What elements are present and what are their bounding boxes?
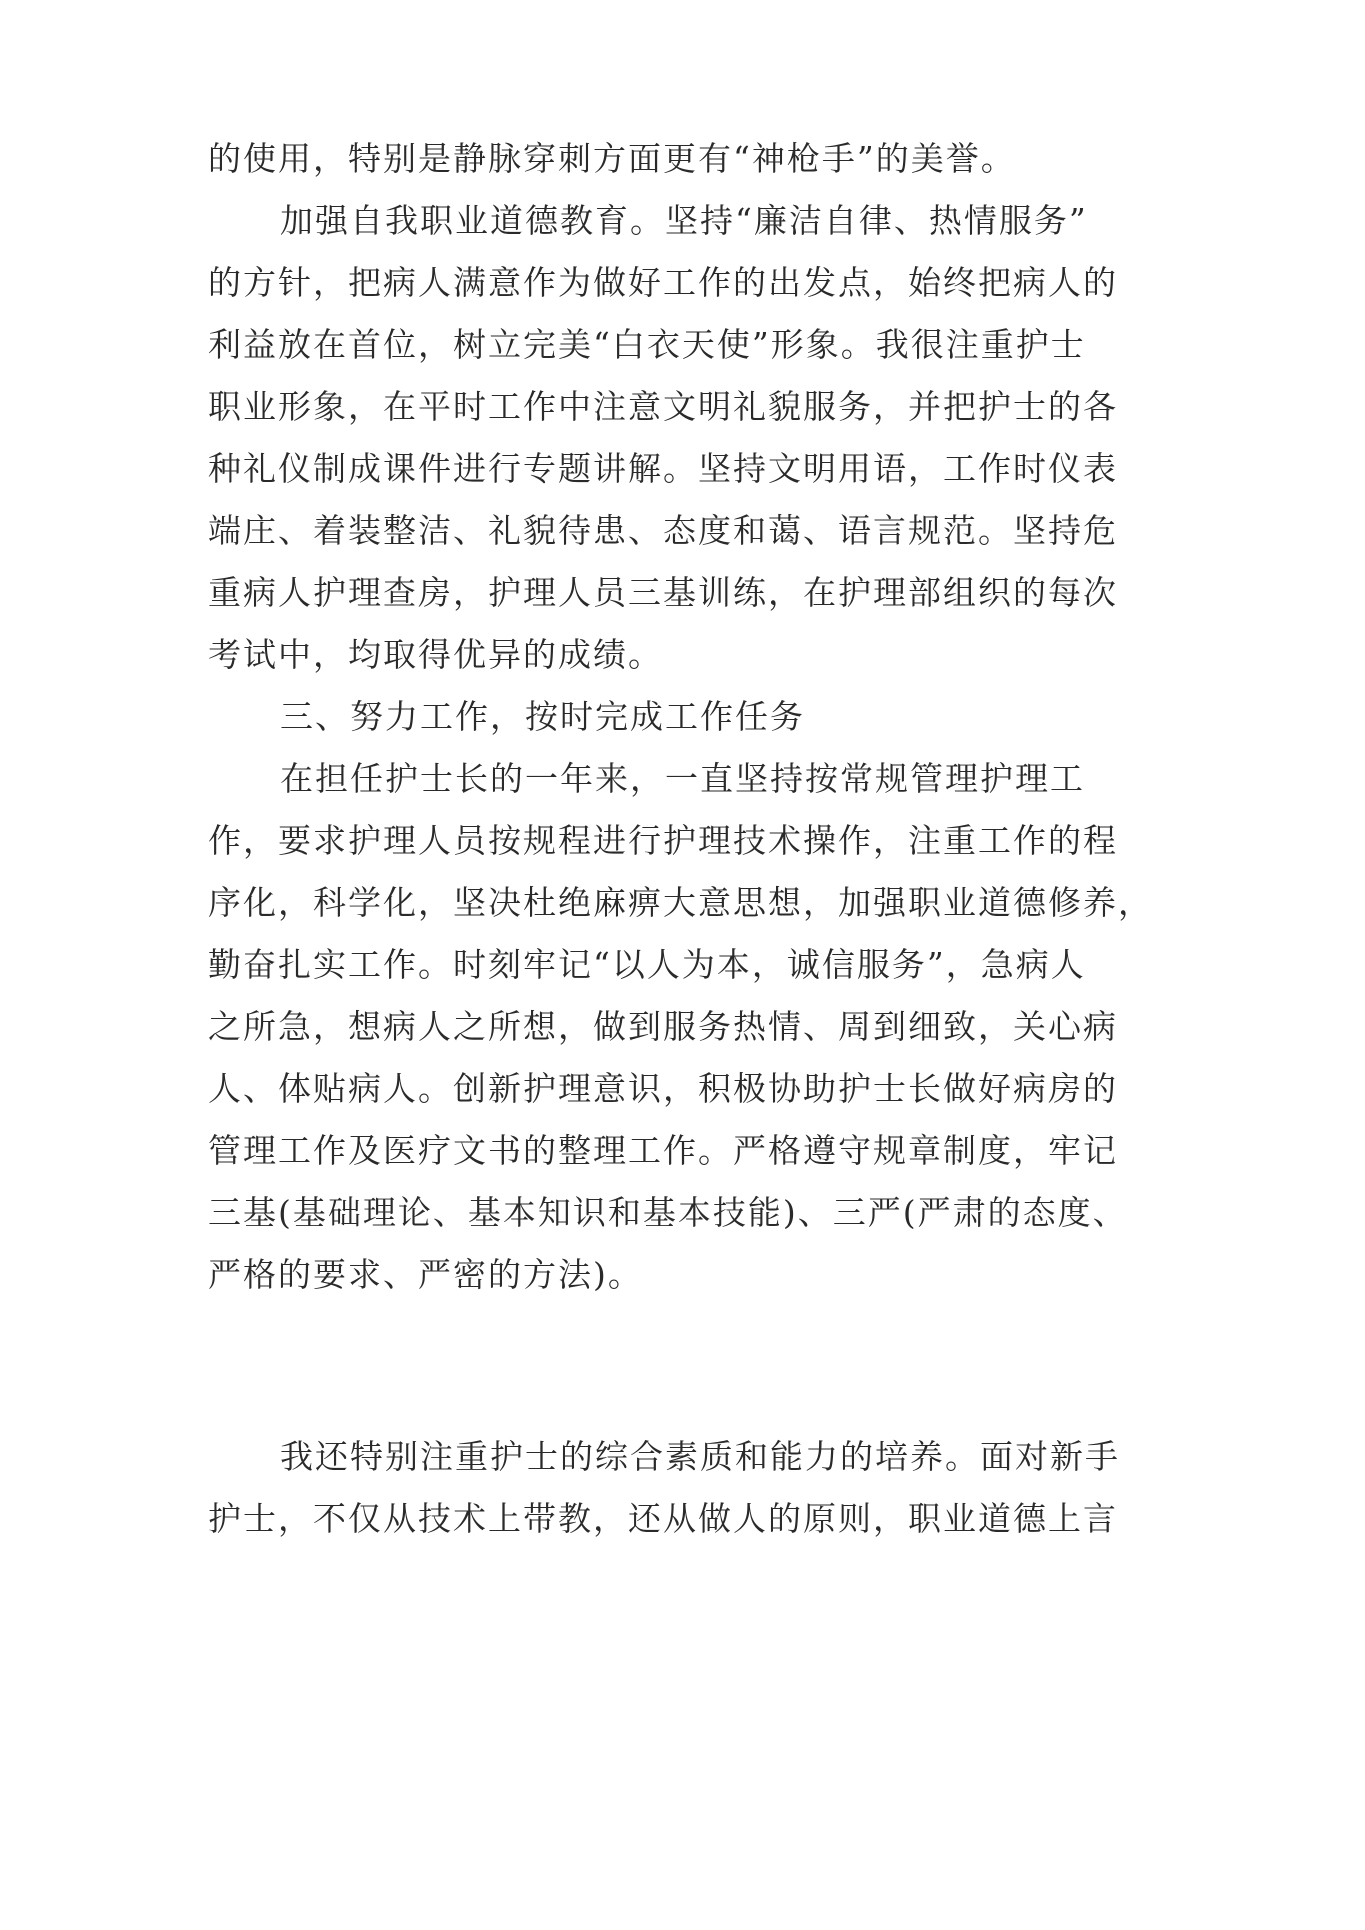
text-line: 考试中，均取得优异的成绩。 — [208, 635, 663, 674]
paragraph-first-line: 在担任护士长的一年来，一直坚持按常规管理护理工 — [280, 759, 1085, 798]
document-body — [208, 128, 1168, 1550]
text-line: 的方针，把病人满意作为做好工作的出发点，始终把病人的 — [208, 263, 1118, 302]
text-line: 护士，不仅从技术上带教，还从做人的原则，职业道德上言 — [208, 1499, 1118, 1538]
text-line: 种礼仪制成课件进行专题讲解。坚持文明用语，工作时仪表 — [208, 449, 1118, 488]
text-line: 端庄、着装整洁、礼貌待患、态度和蔼、语言规范。坚持危 — [208, 511, 1118, 550]
paragraph-first-line: 我还特别注重护士的综合素质和能力的培养。面对新手 — [280, 1437, 1120, 1476]
text-line: 人、体贴病人。创新护理意识，积极协助护士长做好病房的 — [208, 1069, 1118, 1108]
text-line: 勤奋扎实工作。时刻牢记“以人为本，诚信服务”，急病人 — [208, 945, 1086, 984]
text-line: 管理工作及医疗文书的整理工作。严格遵守规章制度，牢记 — [208, 1131, 1118, 1170]
text-line: 职业形象，在平时工作中注意文明礼貌服务，并把护士的各 — [208, 387, 1118, 426]
paragraph-first-line: 加强自我职业道德教育。坚持“廉洁自律、热情服务” — [280, 201, 1088, 240]
text-line: 作，要求护理人员按规程进行护理技术操作，注重工作的程 — [208, 821, 1118, 860]
text-line: 的使用，特别是静脉穿刺方面更有“神枪手”的美誉。 — [208, 139, 1016, 178]
text-line: 之所急，想病人之所想，做到服务热情、周到细致，关心病 — [208, 1007, 1118, 1046]
text-line: 重病人护理查房，护理人员三基训练，在护理部组织的每次 — [208, 573, 1118, 612]
section-heading: 三、努力工作，按时完成工作任务 — [280, 697, 805, 736]
text-line: 严格的要求、严密的方法)。 — [208, 1255, 643, 1294]
text-line: 三基(基础理论、基本知识和基本技能)、三严(严肃的态度、 — [208, 1193, 1128, 1232]
text-line: 序化，科学化，坚决杜绝麻痹大意思想，加强职业道德修养， — [208, 883, 1153, 922]
paragraph-gap — [208, 1306, 1168, 1426]
text-line: 利益放在首位，树立完美“白衣天使”形象。我很注重护士 — [208, 325, 1086, 364]
